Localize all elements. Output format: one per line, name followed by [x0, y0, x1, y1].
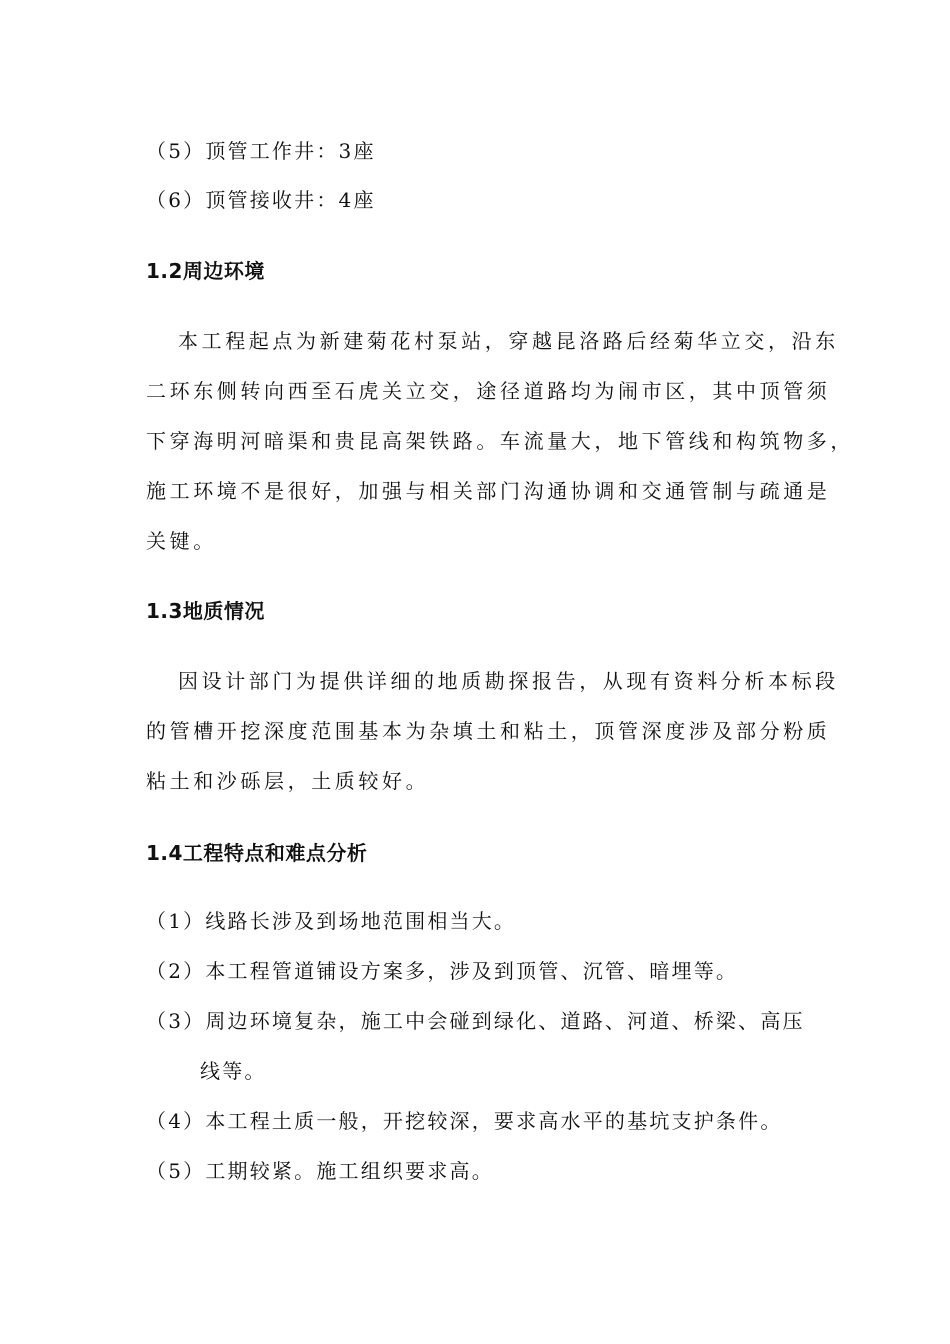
- paragraph-line: 施工环境不是很好，加强与相关部门沟通协调和交通管制与疏通是: [146, 479, 831, 503]
- list-item: （6）顶管接收井：4座: [146, 188, 376, 212]
- list-item: （4）本工程土质一般，开挖较深，要求高水平的基坑支护条件。: [146, 1109, 783, 1133]
- list-item: （1）线路长涉及到场地范围相当大。: [146, 909, 517, 933]
- section-heading: 1.4工程特点和难点分析: [146, 841, 368, 865]
- section-heading: 1.3地质情况: [146, 599, 265, 623]
- paragraph-line: 二环东侧转向西至石虎关立交，途径道路均为闹市区，其中顶管须: [146, 379, 831, 403]
- list-item: （5）顶管工作井：3座: [146, 139, 376, 163]
- paragraph-line: 因设计部门为提供详细的地质勘探报告，从现有资料分析本标段: [178, 669, 839, 693]
- list-item-continuation: 线等。: [200, 1059, 267, 1083]
- section-heading: 1.2周边环境: [146, 259, 265, 283]
- list-item: （5）工期较紧。施工组织要求高。: [146, 1159, 494, 1183]
- paragraph-line: 下穿海明河暗渠和贵昆高架铁路。车流量大，地下管线和构筑物多，: [146, 429, 854, 453]
- paragraph-line: 粘土和沙砾层，土质较好。: [146, 769, 430, 793]
- paragraph-line: 关键。: [146, 529, 217, 553]
- paragraph-line: 的管槽开挖深度范围基本为杂填土和粘土，顶管深度涉及部分粉质: [146, 719, 831, 743]
- list-item: （3）周边环境复杂，施工中会碰到绿化、道路、河道、桥梁、高压: [146, 1009, 805, 1033]
- list-item: （2）本工程管道铺设方案多，涉及到顶管、沉管、暗埋等。: [146, 959, 739, 983]
- paragraph-line: 本工程起点为新建菊花村泵站，穿越昆洛路后经菊华立交，沿东: [178, 329, 839, 353]
